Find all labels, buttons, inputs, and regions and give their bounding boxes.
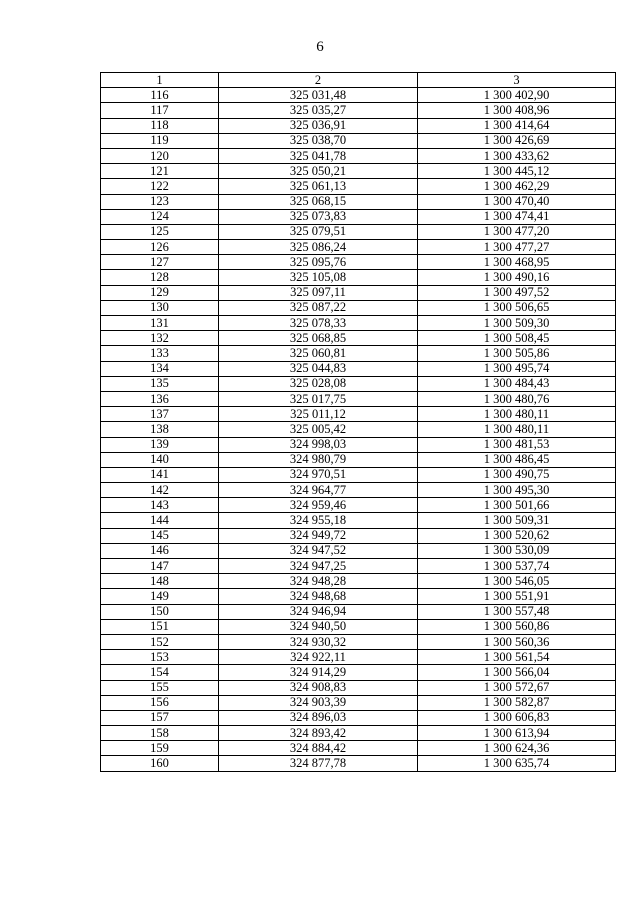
- y-coordinate-cell: 1 300 520,62: [418, 528, 616, 543]
- table-row: [101, 164, 616, 179]
- table-row: [101, 422, 616, 437]
- table-row: [101, 103, 616, 118]
- x-coordinate-cell: 324 914,29: [219, 665, 418, 680]
- point-number-cell: 142: [101, 483, 219, 498]
- y-coordinate-cell: 1 300 582,87: [418, 695, 616, 710]
- point-number-cell: 146: [101, 543, 219, 558]
- point-number-cell: 140: [101, 452, 219, 467]
- point-number-cell: 131: [101, 316, 219, 331]
- point-number-cell: 154: [101, 665, 219, 680]
- point-number-cell: 136: [101, 391, 219, 406]
- table-row: [101, 695, 616, 710]
- point-number-cell: 117: [101, 103, 219, 118]
- y-coordinate-cell: 1 300 546,05: [418, 574, 616, 589]
- point-number-cell: 116: [101, 88, 219, 103]
- point-number-cell: 143: [101, 498, 219, 513]
- point-number-cell: 147: [101, 559, 219, 574]
- y-coordinate-cell: 1 300 561,54: [418, 650, 616, 665]
- x-coordinate-cell: 325 036,91: [219, 118, 418, 133]
- table-row: [101, 376, 616, 391]
- table-row: [101, 574, 616, 589]
- y-coordinate-cell: 1 300 486,45: [418, 452, 616, 467]
- point-number-cell: 160: [101, 756, 219, 771]
- table-row: [101, 391, 616, 406]
- x-coordinate-cell: 325 086,24: [219, 240, 418, 255]
- table-row: [101, 604, 616, 619]
- x-coordinate-cell: 324 980,79: [219, 452, 418, 467]
- x-coordinate-cell: 325 031,48: [219, 88, 418, 103]
- table-row: [101, 88, 616, 103]
- x-coordinate-cell: 325 017,75: [219, 391, 418, 406]
- point-number-cell: 129: [101, 285, 219, 300]
- y-coordinate-cell: 1 300 402,90: [418, 88, 616, 103]
- y-coordinate-cell: 1 300 433,62: [418, 148, 616, 163]
- point-number-cell: 126: [101, 240, 219, 255]
- table-row: [101, 407, 616, 422]
- y-coordinate-cell: 1 300 426,69: [418, 133, 616, 148]
- x-coordinate-cell: 324 947,25: [219, 559, 418, 574]
- y-coordinate-cell: 1 300 477,27: [418, 240, 616, 255]
- x-coordinate-cell: 324 964,77: [219, 483, 418, 498]
- table-row: [101, 756, 616, 771]
- point-number-cell: 130: [101, 300, 219, 315]
- x-coordinate-cell: 325 087,22: [219, 300, 418, 315]
- table-row: [101, 437, 616, 452]
- point-number-cell: 118: [101, 118, 219, 133]
- point-number-cell: 158: [101, 726, 219, 741]
- table-row: [101, 194, 616, 209]
- point-number-cell: 134: [101, 361, 219, 376]
- y-coordinate-cell: 1 300 537,74: [418, 559, 616, 574]
- x-coordinate-cell: 325 005,42: [219, 422, 418, 437]
- point-number-cell: 144: [101, 513, 219, 528]
- table-row: [101, 361, 616, 376]
- y-coordinate-cell: 1 300 530,09: [418, 543, 616, 558]
- table-row: [101, 619, 616, 634]
- x-coordinate-cell: 325 095,76: [219, 255, 418, 270]
- x-coordinate-cell: 325 060,81: [219, 346, 418, 361]
- x-coordinate-cell: 324 970,51: [219, 467, 418, 482]
- x-coordinate-cell: 325 105,08: [219, 270, 418, 285]
- x-coordinate-cell: 324 930,32: [219, 634, 418, 649]
- point-number-cell: 132: [101, 331, 219, 346]
- table-row: [101, 634, 616, 649]
- y-coordinate-cell: 1 300 560,86: [418, 619, 616, 634]
- table-row: [101, 665, 616, 680]
- table-row: [101, 498, 616, 513]
- x-coordinate-cell: 325 041,78: [219, 148, 418, 163]
- y-coordinate-cell: 1 300 635,74: [418, 756, 616, 771]
- table-body: [101, 88, 616, 771]
- x-coordinate-cell: 325 079,51: [219, 224, 418, 239]
- y-coordinate-cell: 1 300 566,04: [418, 665, 616, 680]
- x-coordinate-cell: 324 959,46: [219, 498, 418, 513]
- x-coordinate-cell: 325 068,15: [219, 194, 418, 209]
- y-coordinate-cell: 1 300 490,16: [418, 270, 616, 285]
- y-coordinate-cell: 1 300 481,53: [418, 437, 616, 452]
- x-coordinate-cell: 324 955,18: [219, 513, 418, 528]
- table-row: [101, 650, 616, 665]
- point-number-cell: 157: [101, 710, 219, 725]
- y-coordinate-cell: 1 300 445,12: [418, 164, 616, 179]
- table-row: [101, 224, 616, 239]
- table-row: [101, 710, 616, 725]
- coordinates-table: [100, 72, 616, 772]
- table-row: [101, 483, 616, 498]
- x-coordinate-cell: 324 948,68: [219, 589, 418, 604]
- table-row: [101, 209, 616, 224]
- table-row: [101, 452, 616, 467]
- y-coordinate-cell: 1 300 414,64: [418, 118, 616, 133]
- x-coordinate-cell: 324 948,28: [219, 574, 418, 589]
- point-number-cell: 121: [101, 164, 219, 179]
- table-header-row: [101, 73, 616, 88]
- y-coordinate-cell: 1 300 501,66: [418, 498, 616, 513]
- table-row: [101, 331, 616, 346]
- point-number-cell: 120: [101, 148, 219, 163]
- x-coordinate-cell: 325 097,11: [219, 285, 418, 300]
- point-number-cell: 119: [101, 133, 219, 148]
- point-number-cell: 153: [101, 650, 219, 665]
- y-coordinate-cell: 1 300 477,20: [418, 224, 616, 239]
- point-number-cell: 139: [101, 437, 219, 452]
- x-coordinate-cell: 325 038,70: [219, 133, 418, 148]
- point-number-cell: 124: [101, 209, 219, 224]
- point-number-cell: 137: [101, 407, 219, 422]
- point-number-cell: 152: [101, 634, 219, 649]
- point-number-cell: 150: [101, 604, 219, 619]
- point-number-cell: 127: [101, 255, 219, 270]
- y-coordinate-cell: 1 300 572,67: [418, 680, 616, 695]
- column-header-1: 1: [101, 73, 219, 88]
- x-coordinate-cell: 324 893,42: [219, 726, 418, 741]
- table-row: [101, 148, 616, 163]
- point-number-cell: 156: [101, 695, 219, 710]
- y-coordinate-cell: 1 300 506,65: [418, 300, 616, 315]
- x-coordinate-cell: 325 061,13: [219, 179, 418, 194]
- point-number-cell: 159: [101, 741, 219, 756]
- column-header-3: 3: [418, 73, 616, 88]
- point-number-cell: 148: [101, 574, 219, 589]
- x-coordinate-cell: 324 896,03: [219, 710, 418, 725]
- x-coordinate-cell: 324 940,50: [219, 619, 418, 634]
- y-coordinate-cell: 1 300 497,52: [418, 285, 616, 300]
- table-row: [101, 741, 616, 756]
- table-row: [101, 133, 616, 148]
- point-number-cell: 145: [101, 528, 219, 543]
- point-number-cell: 135: [101, 376, 219, 391]
- table-row: [101, 726, 616, 741]
- x-coordinate-cell: 324 949,72: [219, 528, 418, 543]
- y-coordinate-cell: 1 300 470,40: [418, 194, 616, 209]
- x-coordinate-cell: 325 028,08: [219, 376, 418, 391]
- x-coordinate-cell: 325 035,27: [219, 103, 418, 118]
- table-row: [101, 179, 616, 194]
- table-row: [101, 346, 616, 361]
- x-coordinate-cell: 324 877,78: [219, 756, 418, 771]
- x-coordinate-cell: 324 908,83: [219, 680, 418, 695]
- point-number-cell: 128: [101, 270, 219, 285]
- y-coordinate-cell: 1 300 490,75: [418, 467, 616, 482]
- x-coordinate-cell: 324 922,11: [219, 650, 418, 665]
- table-row: [101, 240, 616, 255]
- table-row: [101, 543, 616, 558]
- y-coordinate-cell: 1 300 480,11: [418, 422, 616, 437]
- page-number: 6: [316, 39, 324, 55]
- table-row: [101, 528, 616, 543]
- y-coordinate-cell: 1 300 408,96: [418, 103, 616, 118]
- point-number-cell: 122: [101, 179, 219, 194]
- x-coordinate-cell: 324 884,42: [219, 741, 418, 756]
- column-header-2: 2: [219, 73, 418, 88]
- table-row: [101, 300, 616, 315]
- table-row: [101, 680, 616, 695]
- point-number-cell: 133: [101, 346, 219, 361]
- y-coordinate-cell: 1 300 606,83: [418, 710, 616, 725]
- x-coordinate-cell: 325 078,33: [219, 316, 418, 331]
- table-row: [101, 255, 616, 270]
- x-coordinate-cell: 325 073,83: [219, 209, 418, 224]
- x-coordinate-cell: 325 068,85: [219, 331, 418, 346]
- table-row: [101, 513, 616, 528]
- x-coordinate-cell: 324 998,03: [219, 437, 418, 452]
- y-coordinate-cell: 1 300 509,31: [418, 513, 616, 528]
- point-number-cell: 125: [101, 224, 219, 239]
- x-coordinate-cell: 324 903,39: [219, 695, 418, 710]
- point-number-cell: 149: [101, 589, 219, 604]
- x-coordinate-cell: 325 011,12: [219, 407, 418, 422]
- table-row: [101, 270, 616, 285]
- x-coordinate-cell: 325 050,21: [219, 164, 418, 179]
- y-coordinate-cell: 1 300 495,30: [418, 483, 616, 498]
- y-coordinate-cell: 1 300 480,76: [418, 391, 616, 406]
- y-coordinate-cell: 1 300 613,94: [418, 726, 616, 741]
- y-coordinate-cell: 1 300 495,74: [418, 361, 616, 376]
- y-coordinate-cell: 1 300 557,48: [418, 604, 616, 619]
- table-row: [101, 316, 616, 331]
- point-number-cell: 155: [101, 680, 219, 695]
- y-coordinate-cell: 1 300 551,91: [418, 589, 616, 604]
- point-number-cell: 151: [101, 619, 219, 634]
- point-number-cell: 138: [101, 422, 219, 437]
- table-row: [101, 118, 616, 133]
- y-coordinate-cell: 1 300 474,41: [418, 209, 616, 224]
- x-coordinate-cell: 324 946,94: [219, 604, 418, 619]
- y-coordinate-cell: 1 300 560,36: [418, 634, 616, 649]
- point-number-cell: 123: [101, 194, 219, 209]
- y-coordinate-cell: 1 300 624,36: [418, 741, 616, 756]
- point-number-cell: 141: [101, 467, 219, 482]
- y-coordinate-cell: 1 300 509,30: [418, 316, 616, 331]
- y-coordinate-cell: 1 300 462,29: [418, 179, 616, 194]
- y-coordinate-cell: 1 300 505,86: [418, 346, 616, 361]
- table-row: [101, 467, 616, 482]
- y-coordinate-cell: 1 300 508,45: [418, 331, 616, 346]
- table-row: [101, 589, 616, 604]
- y-coordinate-cell: 1 300 484,43: [418, 376, 616, 391]
- table-row: [101, 285, 616, 300]
- table-row: [101, 559, 616, 574]
- y-coordinate-cell: 1 300 480,11: [418, 407, 616, 422]
- x-coordinate-cell: 325 044,83: [219, 361, 418, 376]
- x-coordinate-cell: 324 947,52: [219, 543, 418, 558]
- y-coordinate-cell: 1 300 468,95: [418, 255, 616, 270]
